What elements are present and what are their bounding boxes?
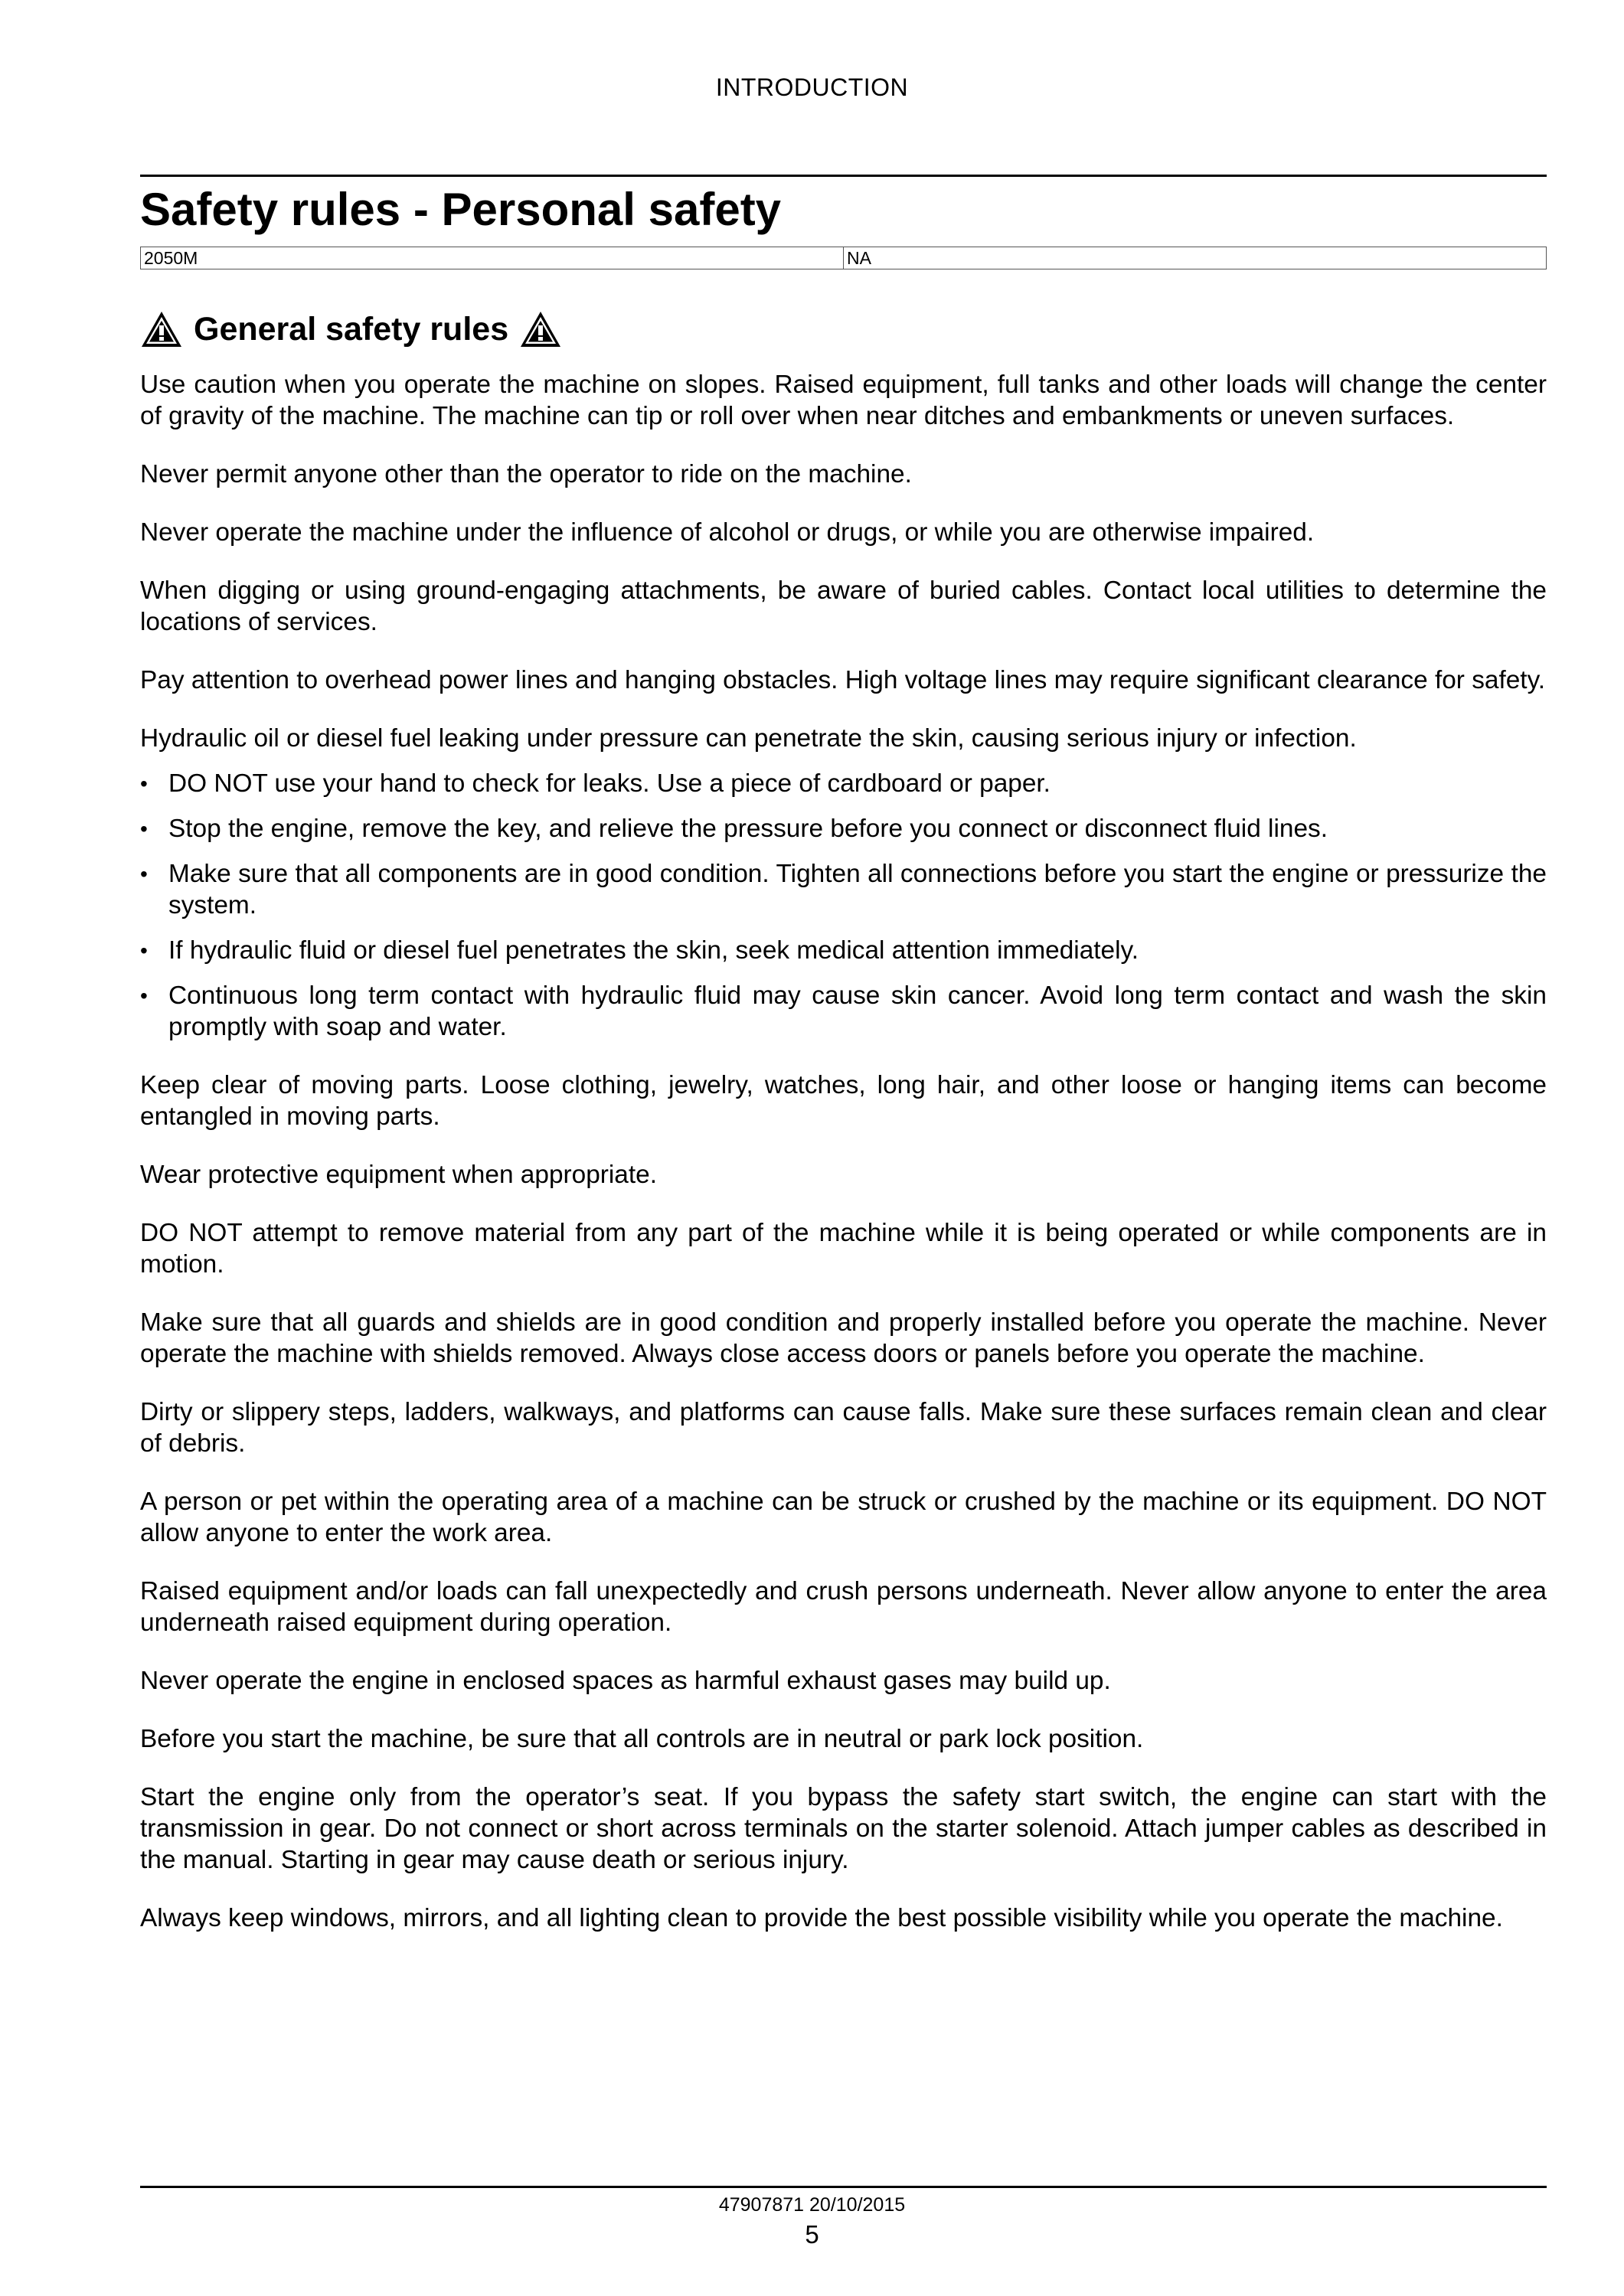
document-reference: 47907871 20/10/2015 [718,2194,906,2216]
model-cell: 2050M [141,247,844,269]
region-cell: NA [844,247,1547,269]
warning-triangle-icon [519,310,562,348]
page-number: 5 [805,2220,819,2249]
list-item: • DO NOT use your hand to check for leaks. Use a piece of cardboard or paper. [140,768,1547,799]
paragraph: When digging or using ground-engaging attachments, be aware of buried cables. Contact local utilities to determine the locations of services. [140,576,1547,636]
paragraph: DO NOT attempt to remove material from any part of the machine while it is being operated or while components are in motion. [140,1219,1547,1279]
paragraph: Never operate the engine in enclosed spaces as harmful exhaust gases may build up. [140,1667,1111,1695]
hydraulic-safety-list [140,768,1547,1043]
paragraph: Keep clear of moving parts. Loose clothing, jewelry, watches, long hair, and other loose or hanging items can become entangled in moving parts. [140,1071,1547,1131]
paragraph: Never operate the machine under the influence of alcohol or drugs, or while you are otherwise impaired. [140,518,1315,547]
paragraph: Make sure that all guards and shields are in good condition and properly installed before you operate the machine. Never operate the machine with shields removed. Always close access doors or panels before you operate the machine. [140,1308,1547,1368]
page-title: Safety rules - Personal safety [140,184,782,235]
list-item: • Stop the engine, remove the key, and relieve the pressure before you connect or disconnect fluid lines. [140,813,1547,844]
footer-rule [140,2186,1547,2188]
section-heading-text: General safety rules [194,311,509,348]
table-row [141,247,1547,269]
section-heading [140,302,562,356]
body-content [140,369,1547,1961]
paragraph: Raised equipment and/or loads can fall unexpectedly and crush persons underneath. Never allow anyone to enter the area underneath raised equipment during operation. [140,1577,1547,1637]
paragraph: Never permit anyone other than the operator to ride on the machine. [140,460,912,488]
paragraph: Before you start the machine, be sure that all controls are in neutral or park lock position. [140,1725,1144,1753]
list-item: • Continuous long term contact with hydraulic fluid may cause skin cancer. Avoid long term contact and wash the skin promptly with soap and water. [140,980,1547,1043]
header-rule [140,175,1547,177]
model-region-table [140,247,1547,269]
paragraph: Hydraulic oil or diesel fuel leaking under pressure can penetrate the skin, causing serious injury or infection. [140,724,1357,753]
list-item: • If hydraulic fluid or diesel fuel penetrates the skin, seek medical attention immediately. [140,935,1547,966]
running-header: INTRODUCTION [715,73,909,101]
paragraph: Wear protective equipment when appropriate. [140,1161,658,1189]
paragraph: Pay attention to overhead power lines and hanging obstacles. High voltage lines may require significant clearance for safety. [140,666,1546,694]
paragraph: Use caution when you operate the machine on slopes. Raised equipment, full tanks and other loads will change the center of gravity of the machine. The machine can tip or roll over when near ditches and embankments or uneven surfaces. [140,371,1547,430]
paragraph: A person or pet within the operating area of a machine can be struck or crushed by the machine or its equipment. DO NOT allow anyone to enter the work area. [140,1488,1547,1547]
paragraph: Always keep windows, mirrors, and all lighting clean to provide the best possible visibility while you operate the machine. [140,1904,1503,1932]
list-item: • Make sure that all components are in good condition. Tighten all connections before you start the engine or pressurize the system. [140,858,1547,921]
paragraph: Start the engine only from the operator’s seat. If you bypass the safety start switch, the engine can start with the transmission in gear. Do not connect or short across terminals on the starter solenoid. Attach jumper cables as described in the manual. Starting in gear may cause death or serious injury. [140,1783,1547,1874]
paragraph: Dirty or slippery steps, ladders, walkways, and platforms can cause falls. Make sure these surfaces remain clean and clear of debris. [140,1398,1547,1458]
warning-triangle-icon [140,310,183,348]
